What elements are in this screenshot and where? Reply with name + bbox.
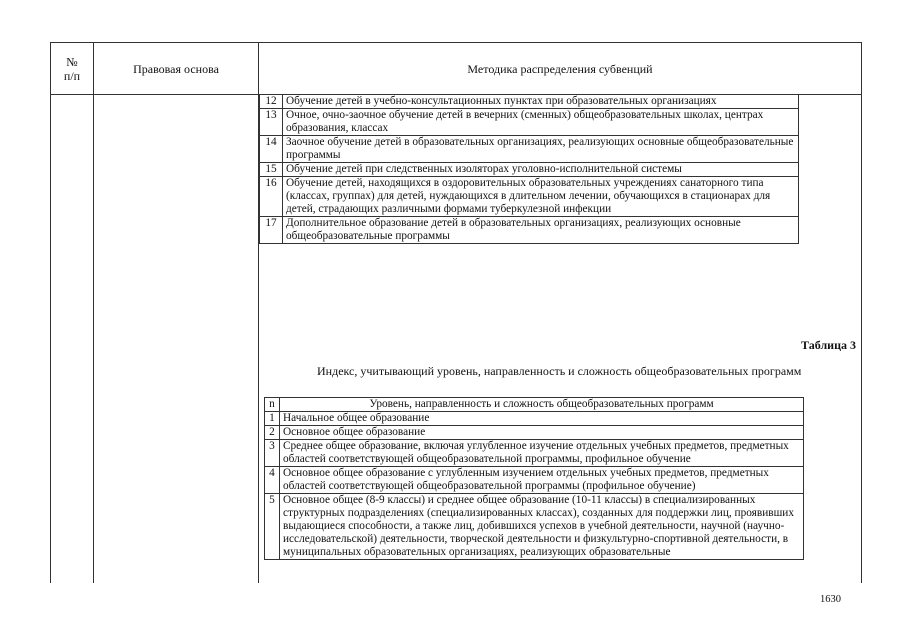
row-text: Очное, очно-заочное обучение детей в вечерних (сменных) общеобразовательных школах, центрах образования, классах — [283, 109, 799, 136]
table3-head-text: Уровень, направленность и сложность общеобразовательных программ — [280, 398, 804, 412]
table-row — [260, 95, 799, 109]
row-number: 4 — [265, 467, 280, 494]
row-number: 3 — [265, 440, 280, 467]
page-number: 1630 — [820, 594, 841, 605]
table3-label: Таблица 3 — [801, 338, 856, 352]
table-row — [265, 494, 804, 560]
table-row — [265, 440, 804, 467]
subvention-table-continued — [259, 94, 799, 244]
row-text: Обучение детей при следственных изоляторах уголовно-исполнительной системы — [283, 163, 799, 177]
row-number: 13 — [260, 109, 283, 136]
table-row — [265, 412, 804, 426]
table3-header-row — [265, 398, 804, 412]
table-row — [260, 163, 799, 177]
program-level-index-table — [264, 397, 804, 560]
table-row — [260, 136, 799, 163]
row-text: Обучение детей, находящихся в оздоровительных образовательных учреждениях санаторного типа (классах, группах) для детей, нуждающихся в длительном лечении, обучающихся в стационарах для детей, страдающих различными формами туберкулезной инфекции — [283, 177, 799, 217]
row-number: 16 — [260, 177, 283, 217]
row-number: 15 — [260, 163, 283, 177]
column-divider-1 — [93, 43, 94, 583]
table-row — [265, 467, 804, 494]
row-number: 2 — [265, 426, 280, 440]
row-number: 5 — [265, 494, 280, 560]
document-frame — [50, 42, 862, 583]
row-text: Заочное обучение детей в образовательных организациях, реализующих основные общеобразовательные программы — [283, 136, 799, 163]
table3-head-n: n — [265, 398, 280, 412]
header-basis-label: Правовая основа — [133, 61, 219, 76]
row-number: 12 — [260, 95, 283, 109]
header-num-cell — [51, 43, 93, 94]
row-text: Дополнительное образование детей в образовательных организациях, реализующих основные общеобразовательные программы — [283, 217, 799, 244]
header-method-cell — [259, 43, 861, 94]
row-text: Основное общее образование с углубленным изучением отдельных учебных предметов, предметных областей соответствующей общеобразовательной программы (профильное обучение) — [280, 467, 804, 494]
header-basis-cell — [94, 43, 258, 94]
table-row — [260, 109, 799, 136]
row-number: 14 — [260, 136, 283, 163]
row-number: 17 — [260, 217, 283, 244]
row-text: Начальное общее образование — [280, 412, 804, 426]
row-number: 1 — [265, 412, 280, 426]
header-num-label: № п/п — [63, 54, 81, 83]
table-row — [265, 426, 804, 440]
table3-title: Индекс, учитывающий уровень, направленность и сложность общеобразовательных программ — [317, 364, 802, 378]
method-content — [259, 94, 861, 583]
row-text: Основное общее образование — [280, 426, 804, 440]
table-row — [260, 217, 799, 244]
table-row — [260, 177, 799, 217]
header-method-label: Методика распределения субвенций — [467, 61, 653, 76]
row-text: Среднее общее образование, включая углубленное изучение отдельных учебных предметов, предметных областей соответствующей общеобразовательной программы, профильное обучение — [280, 440, 804, 467]
row-text: Обучение детей в учебно-консультационных пунктах при образовательных организациях — [283, 95, 799, 109]
row-text: Основное общее (8-9 классы) и среднее общее образование (10-11 классы) в специализированных структурных подразделениях (специализированных классах), созданных для поддержки лиц, проявивших выдающиеся способности, а также лиц, добившихся успехов в учебной деятельности, научной (научно-исследовательской) деятельности, творческой деятельности и физкультурно-спортивной деятельности, в муниципальных образовательных организациях, реализующих образовательные — [280, 494, 804, 560]
